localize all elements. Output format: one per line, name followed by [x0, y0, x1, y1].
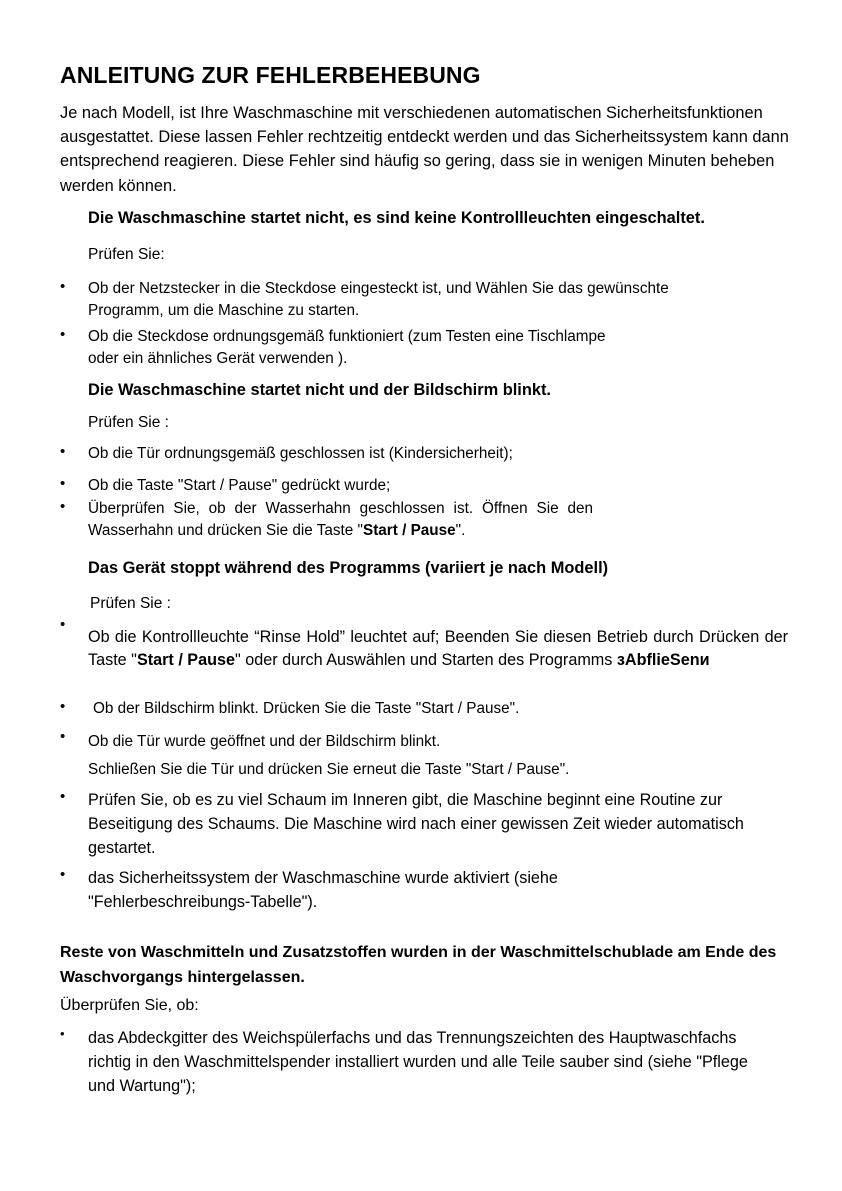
- bullet-icon: •: [60, 443, 66, 460]
- page-title: ANLEITUNG ZUR FEHLERBEHEBUNG: [60, 62, 481, 88]
- bullet-icon: •: [60, 698, 66, 715]
- list-item-text: Prüfen Sie, ob es zu viel Schaum im Inneren gibt, die Maschine beginnt eine Routine zur Beseitigung des Schaums. Die Maschine wird nach einer gewissen Zeit wieder automatisch gestartet.: [88, 791, 744, 857]
- section-2-heading: Die Waschmaschine startet nicht und der Bildschirm blinkt.: [88, 381, 551, 399]
- list-item-text: das Sicherheitssystem der Waschmaschine wurde aktiviert (siehe "Fehlerbeschreibungs-Tabelle").: [88, 869, 558, 911]
- list-item-text: Überprüfen Sie, ob der Wasserhahn geschlossen ist. Öffnen Sie den Wasserhahn und drücken Sie die Taste "Start / Pause".: [88, 500, 593, 539]
- section-1-heading: Die Waschmaschine startet nicht, es sind keine Kontrollleuchten eingeschaltet.: [88, 209, 705, 227]
- bullet-icon: •: [60, 475, 66, 492]
- section-4-heading: Reste von Waschmitteln und Zusatzstoffen wurden in der Waschmittelschublade am Ende des Waschvorgangs hintergelassen.: [60, 944, 777, 986]
- intro-paragraph: Je nach Modell, ist Ihre Waschmaschine mit verschiedenen automatischen Sicherheitsfunktionen ausgestattet. Diese lassen Fehler rechtzeitig entdeckt werden und das Sicherheitssystem kann dann entsprechend reagieren. Diese Fehler sind häufig so gering, dass sie in wenigen Minuten beheben werden können.: [60, 104, 789, 195]
- bullet-icon: •: [60, 728, 66, 745]
- section-2-check: Prüfen Sie :: [88, 414, 169, 431]
- bullet-icon: •: [60, 866, 66, 883]
- list-item-text: Ob die Steckdose ordnungsgemäß funktioniert (zum Testen eine Tischlampe oder ein ähnliches Gerät verwenden ).: [88, 328, 606, 367]
- list-item-text: Ob der Netzstecker in die Steckdose eingesteckt ist, und Wählen Sie das gewünschte Programm, um die Maschine zu starten.: [88, 280, 669, 319]
- list-item-text: Ob die Tür ordnungsgemäß geschlossen ist (Kindersicherheit);: [88, 445, 513, 462]
- list-item-text: Ob die Kontrollleuchte “Rinse Hold” leuchtet auf; Beenden Sie diesen Betrieb durch Drücken der Taste "Start / Pause" oder durch Auswählen und Starten des Programms зAbflieSenи: [88, 628, 788, 669]
- bullet-icon: •: [60, 326, 66, 343]
- section-3-heading: Das Gerät stoppt während des Programms (variiert je nach Modell): [88, 559, 609, 577]
- bullet-icon: •: [60, 498, 66, 515]
- list-item-text: Ob der Bildschirm blinkt. Drücken Sie die Taste "Start / Pause".: [93, 700, 520, 717]
- list-item-text: Ob die Taste "Start / Pause" gedrückt wurde;: [88, 477, 391, 494]
- bullet-icon: •: [60, 278, 66, 295]
- section-3-check: Prüfen Sie :: [90, 595, 171, 612]
- section-1-check: Prüfen Sie:: [88, 246, 165, 263]
- bullet-icon: •: [60, 788, 66, 805]
- bullet-icon: •: [60, 1026, 65, 1041]
- section-4-check: Überprüfen Sie, ob:: [60, 997, 199, 1014]
- bullet-icon: •: [60, 616, 66, 633]
- list-item-text: das Abdeckgitter des Weichspülerfachs und das Trennungszeichten des Hauptwaschfachs richtig in den Waschmittelspender installiert wurden und alle Teile sauber sind (siehe "Pflege und Wartung");: [88, 1029, 748, 1095]
- list-item-text: Ob die Tür wurde geöffnet und der Bildschirm blinkt. Schließen Sie die Tür und drücken Sie erneut die Taste "Start / Pause".: [88, 733, 570, 778]
